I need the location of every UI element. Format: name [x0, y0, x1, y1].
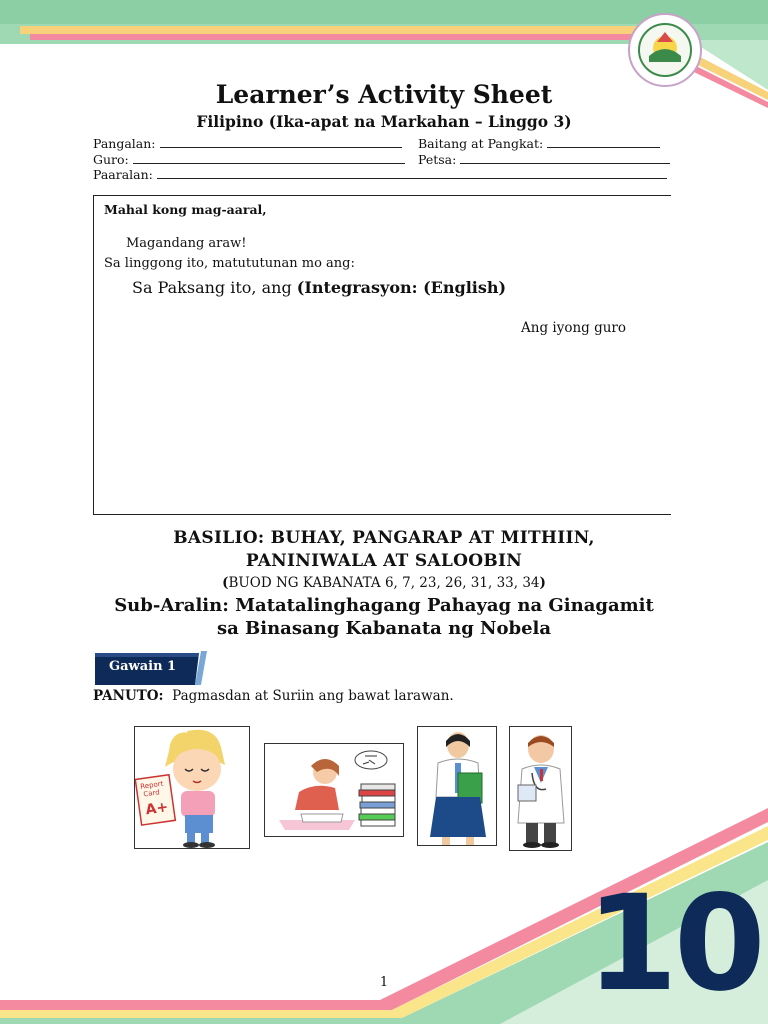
picture-student-with-folder	[417, 726, 497, 846]
school-line[interactable]	[157, 167, 667, 179]
picture-girl-report-card	[134, 726, 250, 849]
report-card-line2: Card	[142, 788, 161, 799]
book-stack	[359, 784, 395, 826]
picture-doctor	[509, 726, 572, 851]
lesson-title-line1: BASILIO: BUHAY, PANGARAP AT MITHIIN,	[173, 528, 595, 548]
activity-tab-label: Gawain 1	[109, 659, 177, 674]
teacher-letter-box	[93, 195, 671, 515]
sub-lesson-line1: Sub-Aralin: Matatalinghagang Pahayag na Ginagamit	[114, 595, 654, 616]
letter-topic-bold: (Integrasyon: (English)	[296, 278, 507, 297]
page-subtitle: Filipino (Ika-apat na Markahan – Linggo 3)	[196, 112, 572, 131]
letter-hello: Magandang araw!	[126, 236, 247, 251]
teacher-label: Guro:	[93, 152, 129, 167]
sub-lesson-title	[0, 594, 768, 640]
grade-section-field[interactable]	[418, 136, 660, 151]
letter-greeting: Mahal kong mag-aaral,	[104, 202, 267, 217]
school-field[interactable]	[93, 167, 667, 182]
letter-topic-prefix: Sa Paksang ito, ang	[132, 278, 297, 297]
ministry-seal-logo	[627, 12, 703, 88]
chapter-list: BUOD NG KABANATA 6, 7, 23, 26, 31, 33, 34	[228, 575, 540, 591]
student-studying-illustration	[265, 744, 404, 837]
report-card-grade: A+	[144, 799, 170, 819]
lesson-title	[0, 527, 768, 573]
instruction	[93, 688, 454, 704]
grade-level-badge: 10	[586, 867, 762, 1021]
chapter-paren-open: (	[222, 575, 229, 591]
chapter-summary	[0, 575, 768, 591]
sub-lesson-line2: sa Binasang Kabanata ng Nobela	[216, 618, 552, 639]
instruction-label: PANUTO:	[93, 688, 164, 704]
letter-intro: Sa linggong ito, matututunan mo ang:	[104, 256, 355, 271]
instruction-text: Pagmasdan at Suriin ang bawat larawan.	[172, 688, 454, 704]
letter-topic	[132, 278, 506, 297]
chapter-paren-close: )	[539, 575, 546, 591]
name-label: Pangalan:	[93, 136, 156, 151]
date-label: Petsa:	[418, 152, 457, 167]
page-title: Learner’s Activity Sheet	[215, 80, 553, 109]
name-field[interactable]	[93, 136, 402, 151]
girl-report-card-illustration	[135, 727, 250, 849]
page-number: 1	[379, 975, 389, 990]
grade-section-label: Baitang at Pangkat:	[418, 136, 544, 151]
doctor-illustration	[510, 727, 572, 851]
report-card-line1: Report	[139, 779, 164, 791]
lesson-title-line2: PANINIWALA AT SALOOBIN	[245, 551, 523, 571]
picture-student-studying	[264, 743, 404, 837]
date-line[interactable]	[460, 152, 670, 164]
letter-signature: Ang iyong guro	[521, 320, 626, 336]
grade-section-line[interactable]	[547, 136, 660, 148]
name-line[interactable]	[160, 136, 402, 148]
date-field[interactable]	[418, 152, 670, 167]
teacher-field[interactable]	[93, 152, 405, 167]
activity-tab	[95, 651, 203, 685]
student-with-folder-illustration	[418, 727, 497, 846]
teacher-line[interactable]	[133, 152, 405, 164]
school-label: Paaralan:	[93, 167, 153, 182]
